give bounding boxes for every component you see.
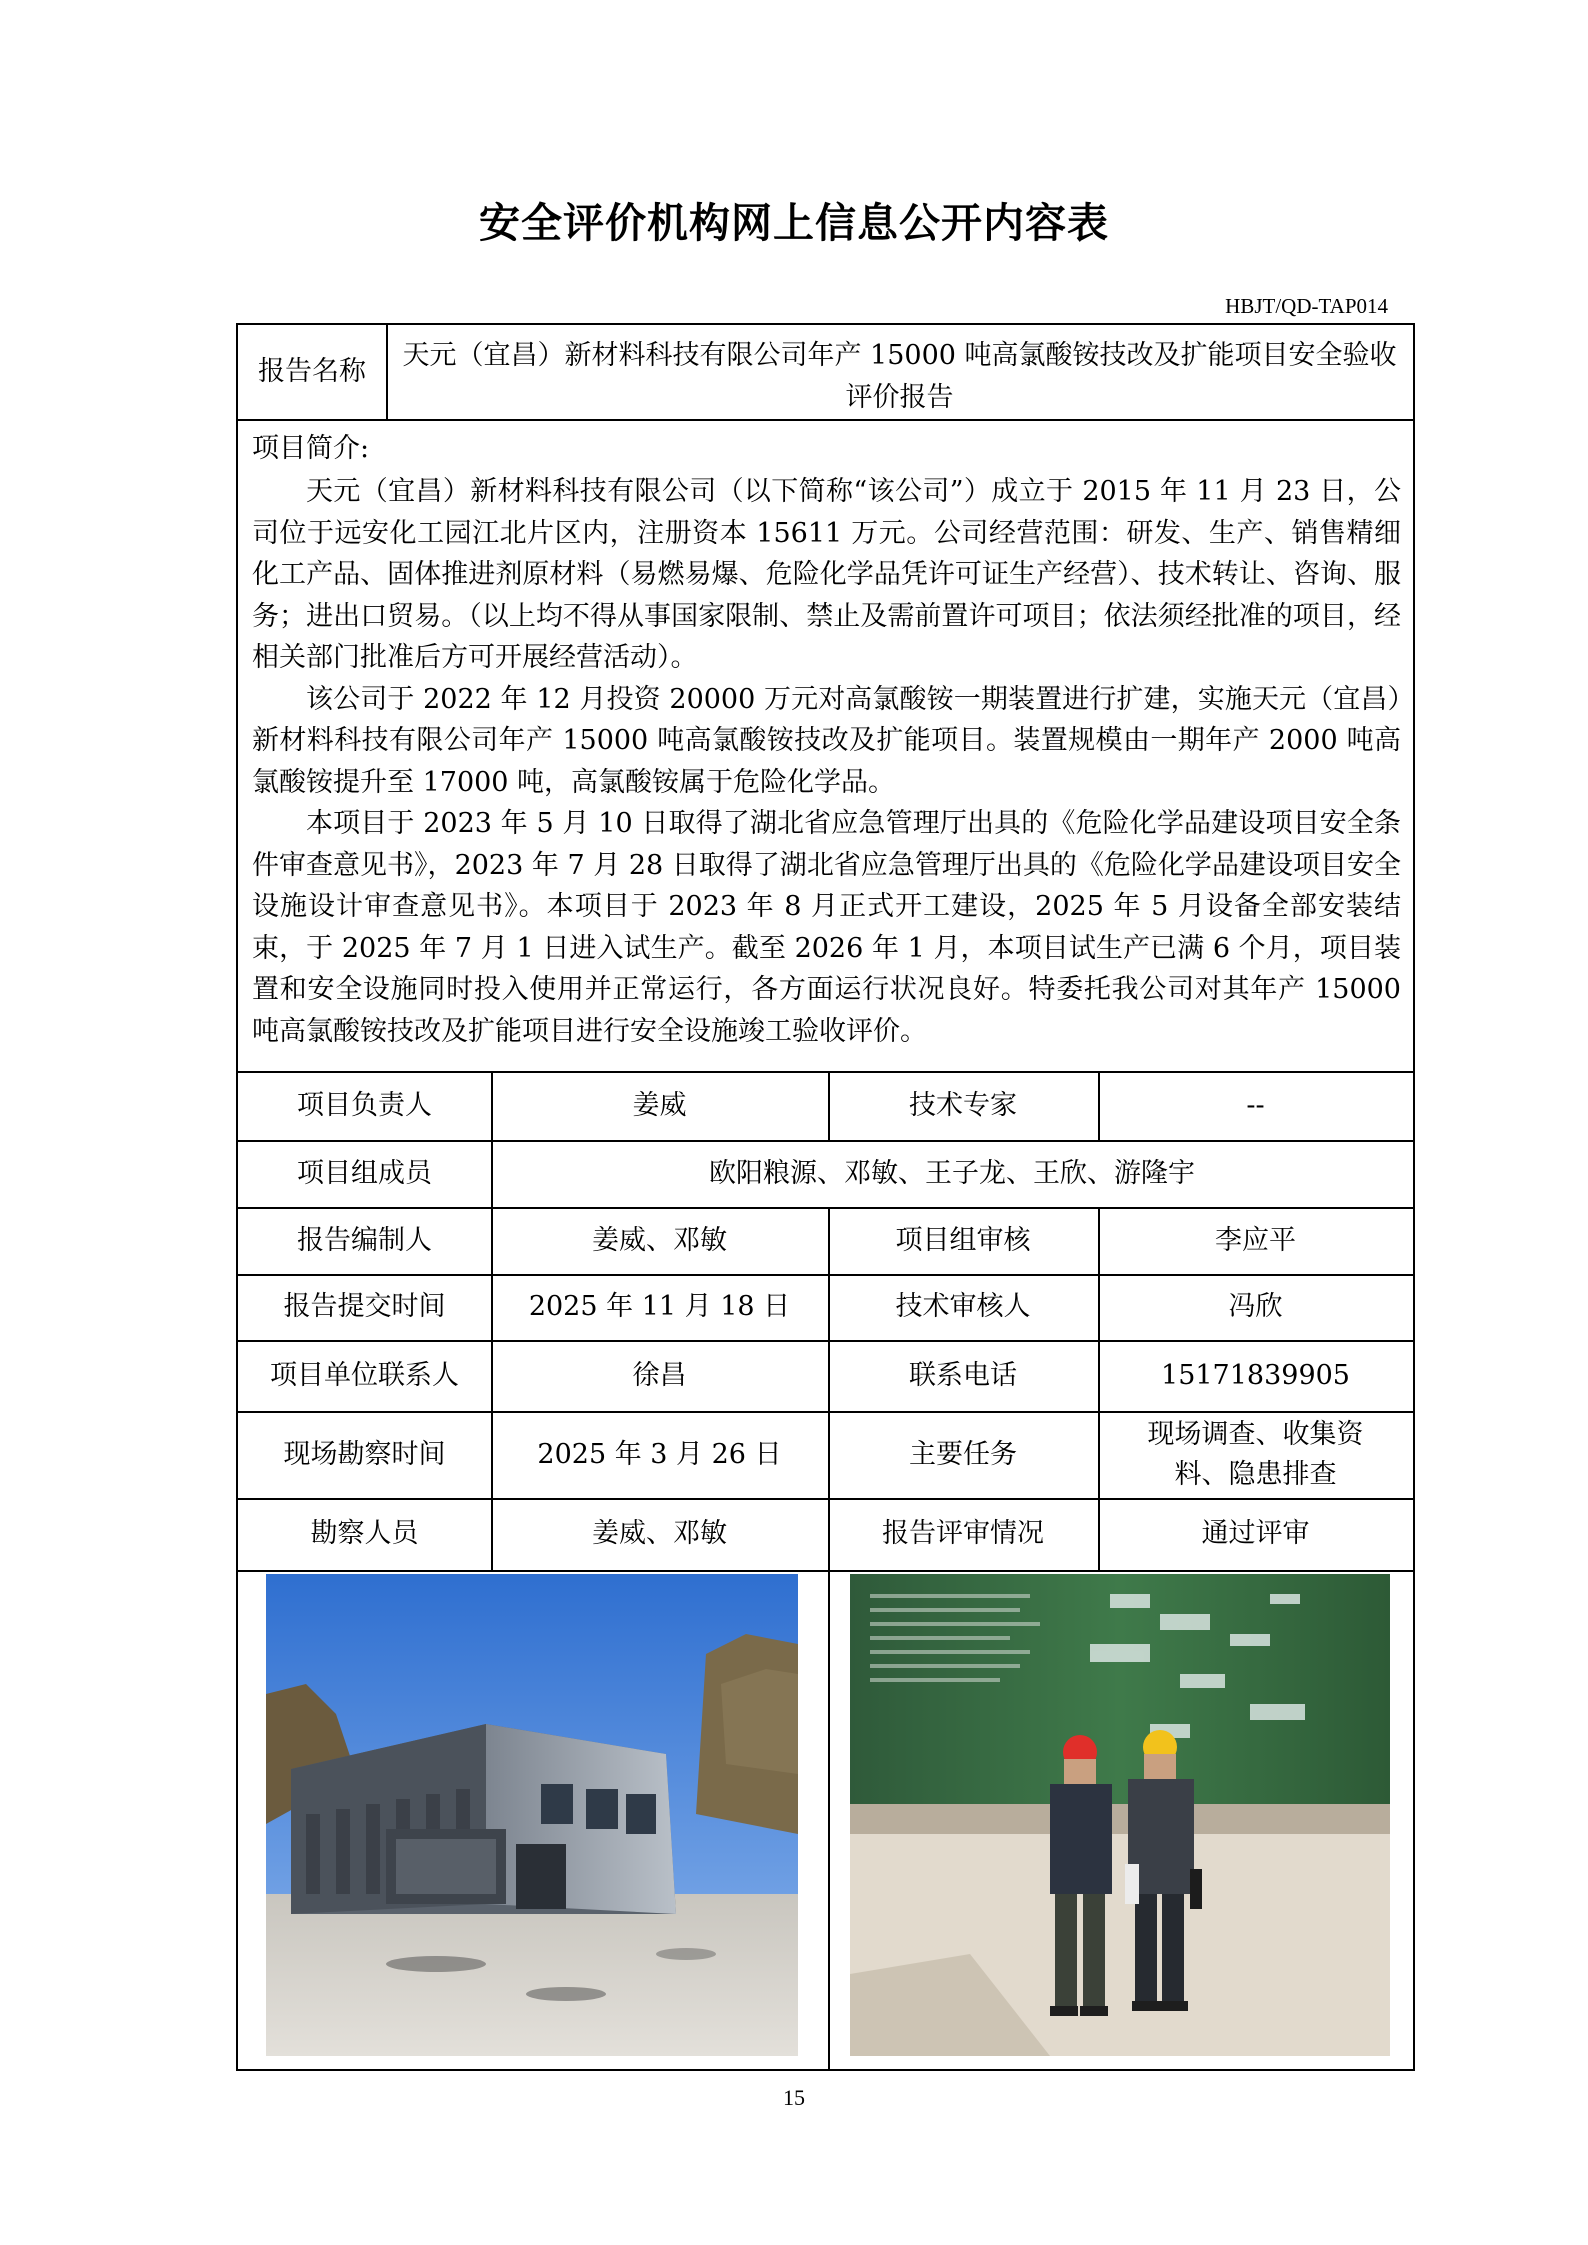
task-label: 主要任务	[909, 1438, 1017, 1470]
site-building-photo	[266, 1574, 798, 2056]
members-value: 欧阳粮源、邓敏、王子龙、王欣、游隆宇	[709, 1157, 1195, 1189]
intro-paragraph: 本项目于 2023 年 5 月 10 日取得了湖北省应急管理厅出具的《危险化学品建设项目安全条件审查意见书》，2023 年 7 月 28 日取得了湖北省应急管理厅出具的《危险化学品建设项目安全设施设计审查意见书》。本项目于 2023 年 8 月正式开工建设，2025 年 5 月设备全部安装结束，于 2025 年 7 月 1 日进入试生产。截至 2026 年 1 月，本项目试生产已满 6 个月，项目装置和安全设施同时投入使用并正常运行，各方面运行状况良好。特委托我公司对其年产 15000 吨高氯酸铵技改及扩能项目进行安全设施竣工验收评价。	[252, 808, 1401, 1047]
review-status-label: 报告评审情况	[882, 1518, 1044, 1549]
intro-paragraph: 天元（宜昌）新材料科技有限公司（以下简称“该公司”）成立于 2015 年 11 月 23 日，公司位于远安化工园江北片区内，注册资本 15611 万元。公司经营范围：研发、生产、销售精细化工产品、固体推进剂原材料（易燃易爆、危险化学品凭许可证生产经营）、技术转让、咨询、服务；进出口贸易。（以上均不得从事国家限制、禁止及需前置许可项目；依法须经批准的项目，经相关部门批准后方可开展经营活动）。	[252, 476, 1401, 673]
author-value: 姜威、邓敏	[592, 1224, 727, 1256]
intro-paragraph: 该公司于 2022 年 12 月投资 20000 万元对高氯酸铵一期装置进行扩建，实施天元（宜昌）新材料科技有限公司年产 15000 吨高氯酸铵技改及扩能项目。装置规模由一期年产 2000 吨高氯酸铵提升至 17000 吨，高氯酸铵属于危险化学品。	[252, 683, 1401, 798]
phone-label: 联系电话	[909, 1359, 1017, 1391]
expert-value: --	[1246, 1089, 1265, 1121]
report-name-label: 报告名称	[258, 356, 366, 387]
row-divider	[238, 1570, 1413, 1572]
site-inspectors-photo	[850, 1574, 1390, 2056]
survey-time-label: 现场勘察时间	[283, 1438, 446, 1470]
review-status-value: 通过评审	[1201, 1518, 1310, 1549]
page-number: 15	[783, 2085, 805, 2110]
author-label: 报告编制人	[297, 1224, 432, 1256]
tech-review-label: 技术审核人	[895, 1291, 1031, 1322]
page-title: 安全评价机构网上信息公开内容表	[479, 199, 1109, 247]
submit-time-label: 报告提交时间	[283, 1291, 446, 1322]
contact-value: 徐昌	[632, 1359, 687, 1391]
group-review-label: 项目组审核	[895, 1224, 1031, 1256]
expert-label: 技术专家	[909, 1089, 1017, 1121]
surveyors-label: 勘察人员	[310, 1518, 419, 1549]
members-label: 项目组成员	[297, 1157, 432, 1189]
column-divider	[828, 1570, 830, 2071]
column-divider	[386, 325, 388, 419]
intro-label: 项目简介:	[252, 433, 370, 464]
leader-label: 项目负责人	[297, 1089, 432, 1121]
surveyors-value: 姜威、邓敏	[592, 1518, 727, 1549]
contact-label: 项目单位联系人	[270, 1359, 459, 1391]
info-table	[236, 323, 1415, 2071]
survey-time-value: 2025 年 3 月 26 日	[537, 1438, 782, 1470]
intro-text	[252, 471, 1401, 1052]
phone-value: 15171839905	[1161, 1359, 1350, 1391]
tech-review-value: 冯欣	[1228, 1291, 1283, 1322]
leader-value: 姜威	[632, 1089, 687, 1121]
group-review-value: 李应平	[1215, 1224, 1296, 1256]
task-value: 现场调查、收集资料、隐患排查	[1147, 1418, 1364, 1490]
document-number: HBJT/QD-TAP014	[1225, 294, 1388, 318]
submit-time-value: 2025 年 11 月 18 日	[528, 1291, 791, 1322]
report-name-value: 天元（宜昌）新材料科技有限公司年产 15000 吨高氯酸铵技改及扩能项目安全验收评价报告	[402, 340, 1397, 413]
